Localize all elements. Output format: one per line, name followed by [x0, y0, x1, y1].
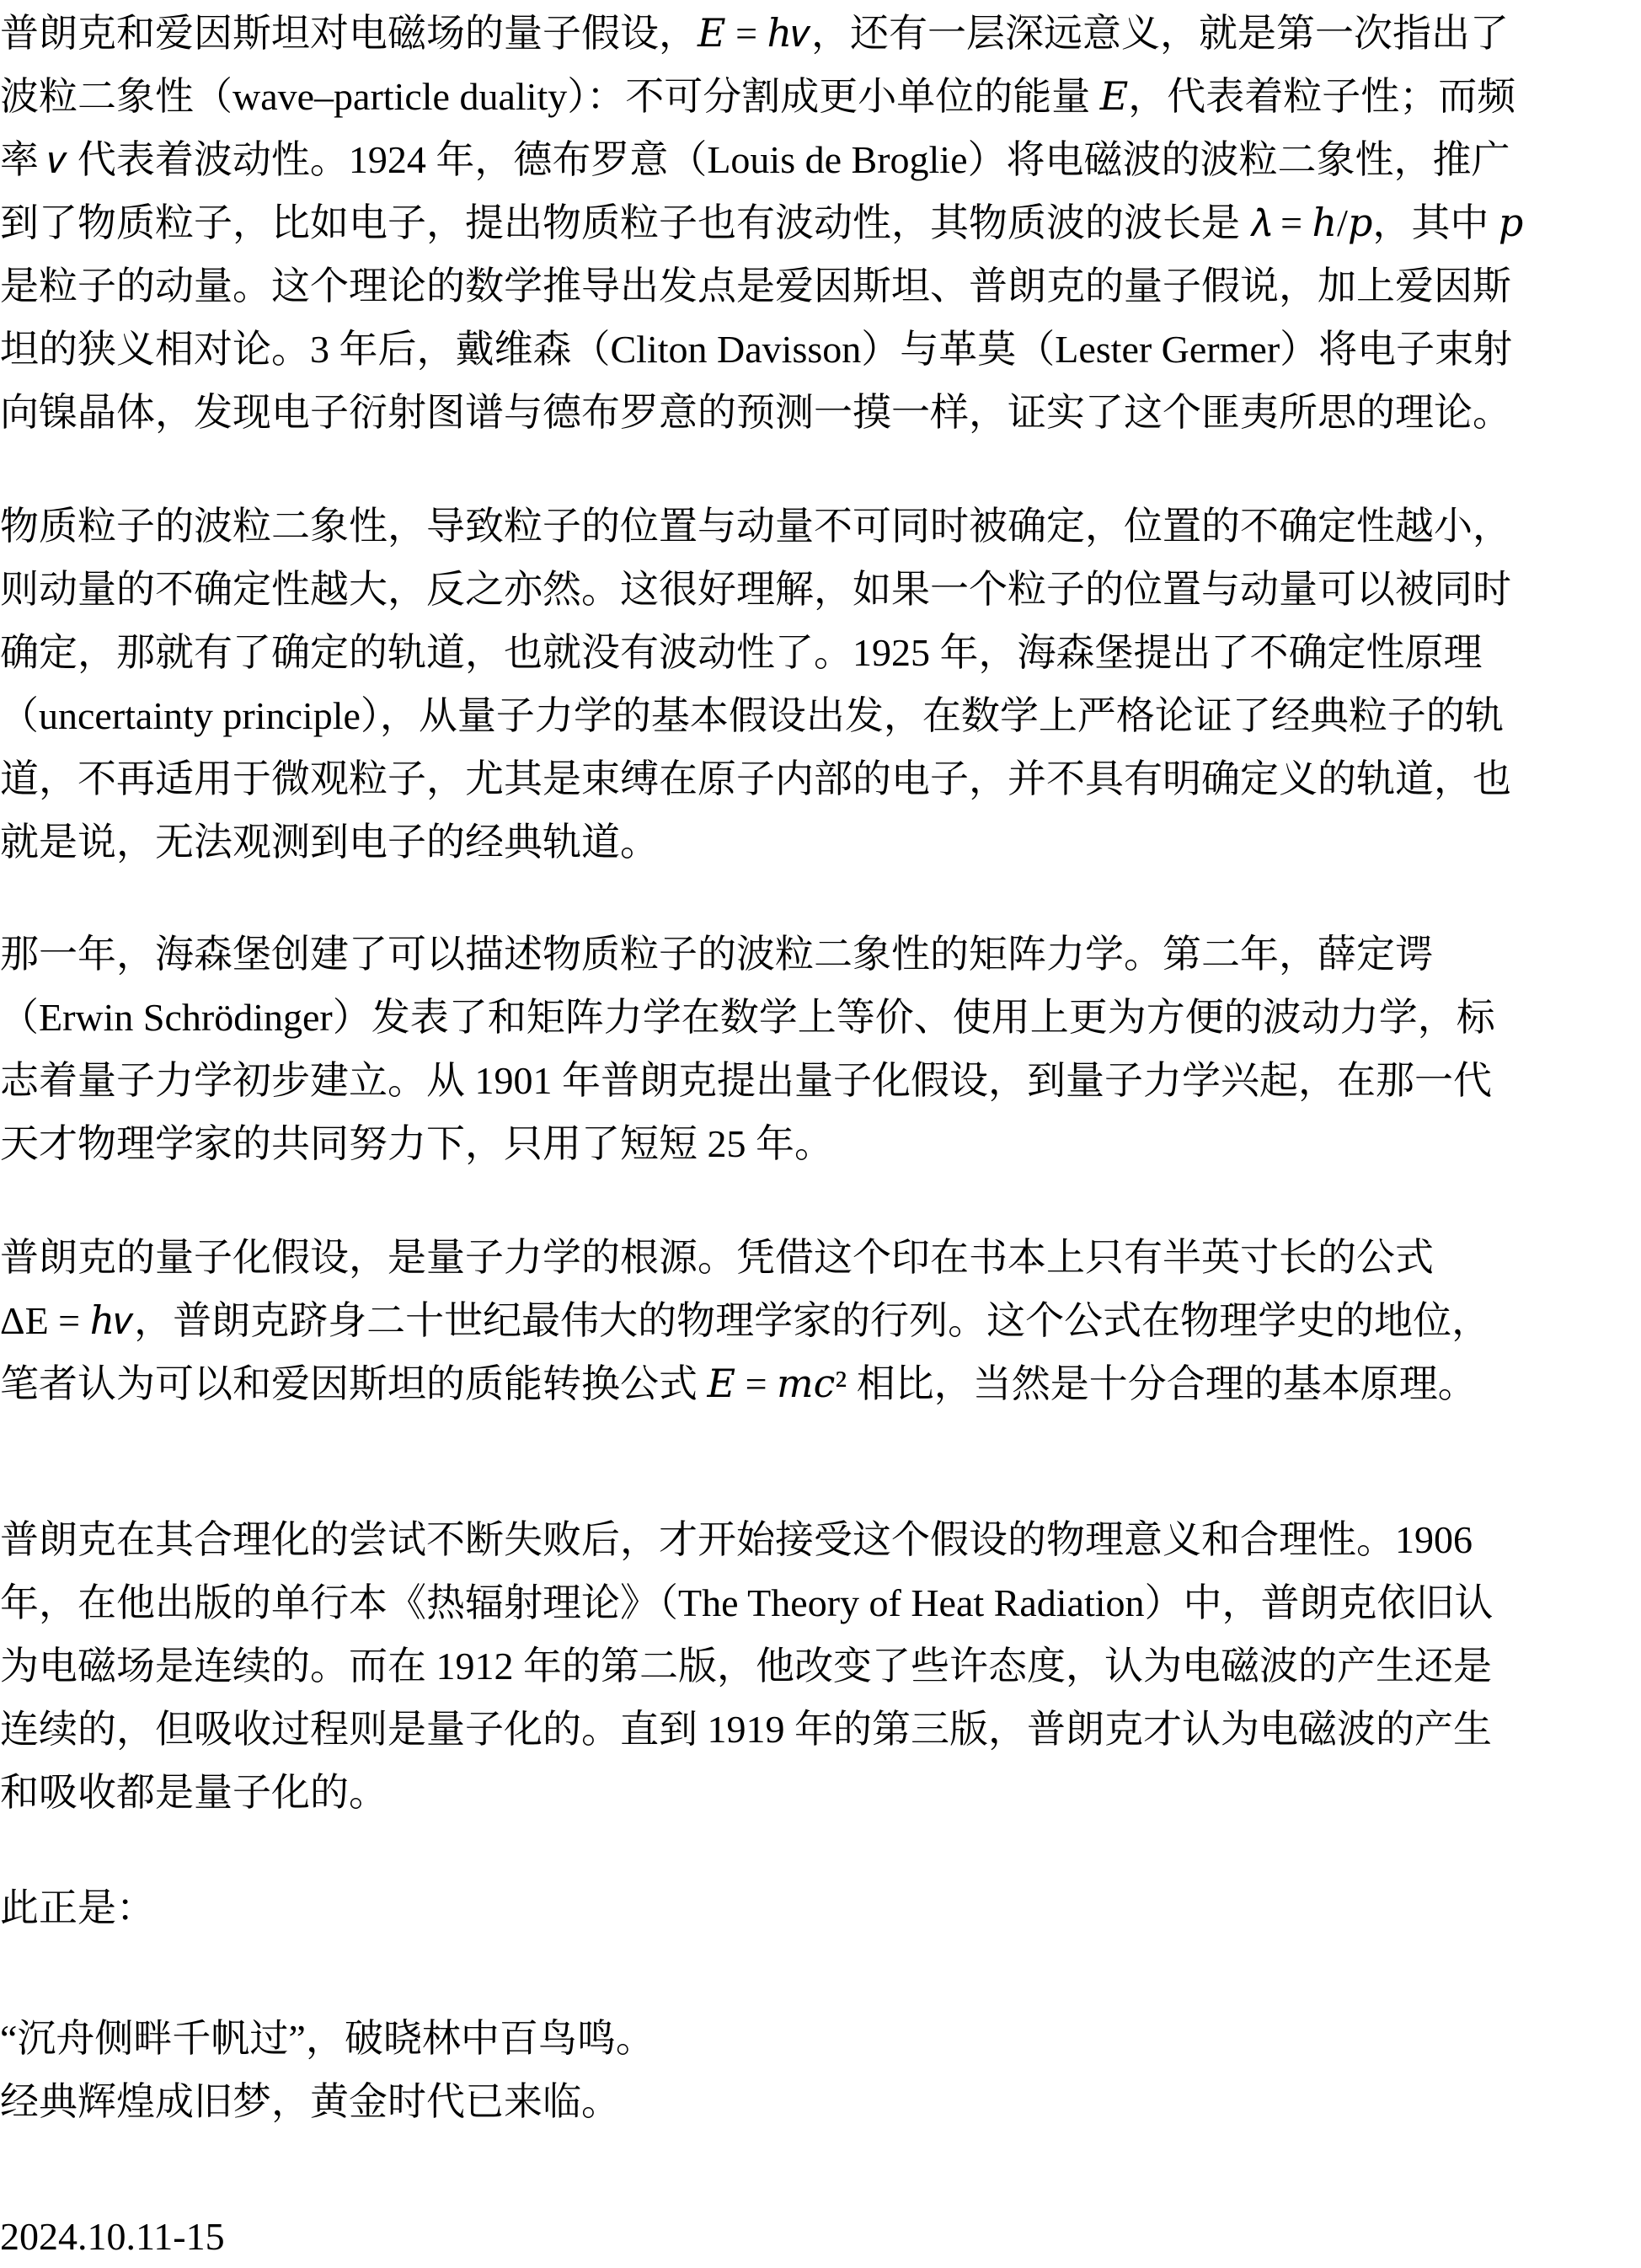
paragraph-wave-particle — [0, 2, 1641, 444]
paragraph-planck-formula — [0, 1226, 1641, 1415]
text-line: （uncertainty principle），从量子力学的基本假设出发，在数学上严格论证了经典粒子的轨 — [0, 694, 1504, 737]
text-line: 到了物质粒子，比如电子，提出物质粒子也有波动性，其物质波的波长是 𝜆 = ℎ/𝑝，其中 𝑝 — [0, 201, 1524, 244]
text-line: 就是说，无法观测到电子的经典轨道。 — [0, 821, 659, 864]
text-line: 那一年，海森堡创建了可以描述物质粒子的波粒二象性的矩阵力学。第二年，薛定谔 — [0, 933, 1434, 976]
text-line: 率 𝜈 代表着波动性。1924 年，德布罗意（Louis de Broglie）将电磁波的波粒二象性，推广 — [0, 138, 1510, 181]
text-line: 普朗克和爱因斯坦对电磁场的量子假设，𝐸 = ℎ𝜈，还有一层深远意义，就是第一次指出了 — [0, 12, 1509, 55]
text-line: 志着量子力学初步建立。从 1901 年普朗克提出量子化假设，到量子力学兴起，在那一代 — [0, 1059, 1492, 1102]
text-line: 连续的，但吸收过程则是量子化的。直到 1919 年的第三版，普朗克才认为电磁波的产生 — [0, 1708, 1492, 1751]
date-stamp — [0, 2205, 1641, 2268]
text-line: 物质粒子的波粒二象性，导致粒子的位置与动量不可同时被确定，位置的不确定性越小， — [0, 505, 1511, 548]
text-line: 和吸收都是量子化的。 — [0, 1771, 388, 1814]
text-line: 坦的狭义相对论。3 年后，戴维森（Cliton Davisson）与革莫（Lester Germer）将电子束射 — [0, 328, 1513, 371]
text-line: ΔE = ℎ𝜈，普朗克跻身二十世纪最伟大的物理学家的行列。这个公式在物理学史的地位， — [0, 1299, 1491, 1342]
paragraph-matrix-mechanics — [0, 923, 1641, 1175]
paragraph-uncertainty — [0, 495, 1641, 874]
text-line: 波粒二象性（wave–particle duality）：不可分割成更小单位的能量 𝐸，代表着粒子性；而频 — [0, 75, 1516, 118]
text-line: 笔者认为可以和爱因斯坦的质能转换公式 𝐸 = 𝑚𝑐² 相比，当然是十分合理的基本原理。 — [0, 1362, 1477, 1405]
text-line: 向镍晶体，发现电子衍射图谱与德布罗意的预测一摸一样，证实了这个匪夷所思的理论。 — [0, 391, 1511, 434]
date-text: 2024.10.11-15 — [0, 2215, 225, 2258]
text-line: 普朗克在其合理化的尝试不断失败后，才开始接受这个假设的物理意义和合理性。1906 — [0, 1518, 1473, 1561]
poem-line: “沉舟侧畔千帆过”，破晓林中百鸟鸣。 — [0, 2017, 655, 2060]
text-line: 确定，那就有了确定的轨道，也就没有波动性了。1925 年，海森堡提出了不确定性原理 — [0, 631, 1483, 674]
text-line: 普朗克的量子化假设，是量子力学的根源。凭借这个印在书本上只有半英寸长的公式 — [0, 1236, 1434, 1279]
text-line: 道，不再适用于微观粒子，尤其是束缚在原子内部的电子，并不具有明确定义的轨道，也 — [0, 757, 1511, 800]
text-line: 则动量的不确定性越大，反之亦然。这很好理解，如果一个粒子的位置与动量可以被同时 — [0, 568, 1511, 611]
text-line: 为电磁场是连续的。而在 1912 年的第二版，他改变了些许态度，认为电磁波的产生还是 — [0, 1645, 1492, 1688]
poem-line: 经典辉煌成旧梦，黄金时代已来临。 — [0, 2080, 620, 2123]
paragraph-heat-radiation — [0, 1508, 1641, 1824]
text-line: 此正是： — [0, 1886, 155, 1929]
intro-line — [0, 1876, 1641, 1939]
text-line: 天才物理学家的共同努力下，只用了短短 25 年。 — [0, 1122, 833, 1165]
text-line: 是粒子的动量。这个理论的数学推导出发点是爱因斯坦、普朗克的量子假说，加上爱因斯 — [0, 265, 1511, 308]
poem — [0, 2007, 1641, 2133]
text-line: 年，在他出版的单行本《热辐射理论》（The Theory of Heat Radiation）中，普朗克依旧认 — [0, 1581, 1494, 1624]
text-line: （Erwin Schrödinger）发表了和矩阵力学在数学上等价、使用上更为方便的波动力学，标 — [0, 996, 1495, 1039]
